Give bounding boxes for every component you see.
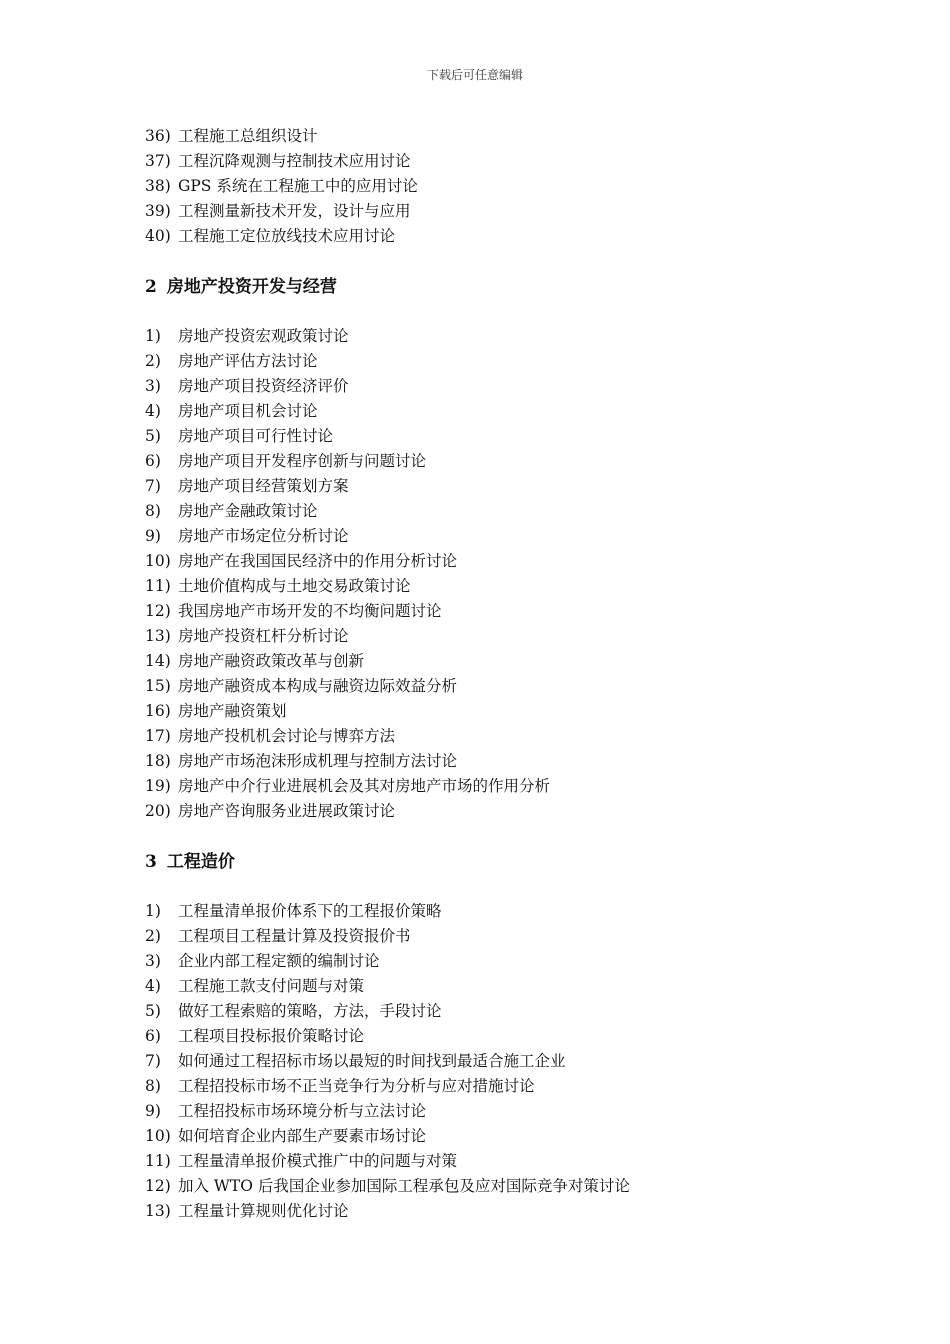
item-text: 房地产投资宏观政策讨论 — [178, 327, 349, 345]
item-number: 2) — [145, 927, 161, 945]
item-number: 1) — [145, 902, 161, 920]
item-text: 房地产融资策划 — [178, 702, 287, 720]
list-item — [145, 174, 865, 199]
list-item — [145, 924, 865, 949]
item-number: 36) — [145, 127, 171, 145]
item-number: 11) — [145, 577, 171, 595]
list-item — [145, 949, 865, 974]
list-item — [145, 999, 865, 1024]
item-number: 13) — [145, 627, 171, 645]
item-number: 38) — [145, 177, 171, 195]
item-number: 8) — [145, 1077, 161, 1095]
item-text: 我国房地产市场开发的不均衡问题讨论 — [178, 602, 442, 620]
section3-list — [145, 899, 865, 1224]
section1-tail-list — [145, 124, 865, 249]
page-header-note: 下载后可任意编辑 — [426, 68, 523, 82]
item-number: 2) — [145, 352, 161, 370]
item-text: 房地产项目投资经济评价 — [178, 377, 349, 395]
item-text: 工程招投标市场不正当竞争行为分析与应对措施讨论 — [178, 1077, 535, 1095]
item-number: 8) — [145, 502, 161, 520]
item-text: 工程施工定位放线技术应用讨论 — [178, 227, 396, 245]
item-text: 房地产金融政策讨论 — [178, 502, 318, 520]
item-text: 工程招投标市场环境分析与立法讨论 — [178, 1102, 427, 1120]
list-item — [145, 699, 865, 724]
item-number: 14) — [145, 652, 171, 670]
item-number: 9) — [145, 1102, 161, 1120]
item-text: 房地产项目经营策划方案 — [178, 477, 349, 495]
item-number: 3) — [145, 952, 161, 970]
item-text: 房地产投机机会讨论与博弈方法 — [178, 727, 396, 745]
list-item — [145, 374, 865, 399]
item-text: 土地价值构成与土地交易政策讨论 — [178, 577, 411, 595]
item-text: 房地产项目机会讨论 — [178, 402, 318, 420]
list-item — [145, 1074, 865, 1099]
item-text: 房地产在我国国民经济中的作用分析讨论 — [178, 552, 458, 570]
item-text: 房地产项目开发程序创新与问题讨论 — [178, 452, 427, 470]
list-item — [145, 1049, 865, 1074]
section-3-heading — [145, 824, 865, 887]
list-item — [145, 124, 865, 149]
section-title: 工程造价 — [166, 852, 235, 872]
item-text: 如何通过工程招标市场以最短的时间找到最适合施工企业 — [178, 1052, 566, 1070]
item-number: 5) — [145, 427, 161, 445]
item-text: 房地产项目可行性讨论 — [178, 427, 334, 445]
list-item — [145, 524, 865, 549]
section-2-heading — [145, 249, 865, 312]
list-item — [145, 1024, 865, 1049]
item-text: 房地产中介行业进展机会及其对房地产市场的作用分析 — [178, 777, 551, 795]
item-number: 7) — [145, 477, 161, 495]
list-item — [145, 774, 865, 799]
item-number: 12) — [145, 1177, 171, 1195]
list-item — [145, 549, 865, 574]
item-text: 房地产市场定位分析讨论 — [178, 527, 349, 545]
list-item — [145, 499, 865, 524]
item-number: 19) — [145, 777, 171, 795]
list-item — [145, 424, 865, 449]
item-number: 11) — [145, 1152, 171, 1170]
item-text: 工程施工款支付问题与对策 — [178, 977, 365, 995]
item-number: 10) — [145, 1127, 171, 1145]
list-item — [145, 449, 865, 474]
list-item — [145, 1124, 865, 1149]
item-number: 4) — [145, 977, 161, 995]
item-text: 工程项目工程量计算及投资报价书 — [178, 927, 411, 945]
document-body — [145, 124, 865, 1224]
item-text: 加入 WTO 后我国企业参加国际工程承包及应对国际竞争对策讨论 — [178, 1177, 630, 1195]
list-item — [145, 799, 865, 824]
item-number: 10) — [145, 552, 171, 570]
list-item — [145, 1174, 865, 1199]
list-item — [145, 899, 865, 924]
item-number: 5) — [145, 1002, 161, 1020]
section-title: 房地产投资开发与经营 — [166, 277, 337, 297]
item-number: 12) — [145, 602, 171, 620]
item-number: 3) — [145, 377, 161, 395]
list-item — [145, 224, 865, 249]
list-item — [145, 649, 865, 674]
list-item — [145, 724, 865, 749]
item-text: 房地产投资杠杆分析讨论 — [178, 627, 349, 645]
list-item — [145, 624, 865, 649]
list-item — [145, 599, 865, 624]
item-number: 1) — [145, 327, 161, 345]
item-text: 房地产融资成本构成与融资边际效益分析 — [178, 677, 458, 695]
list-item — [145, 574, 865, 599]
item-number: 20) — [145, 802, 171, 820]
item-text: 工程量清单报价模式推广中的问题与对策 — [178, 1152, 458, 1170]
item-text: 工程量计算规则优化讨论 — [178, 1202, 349, 1220]
item-text: 房地产咨询服务业进展政策讨论 — [178, 802, 396, 820]
item-number: 16) — [145, 702, 171, 720]
section-number: 2 — [145, 277, 157, 297]
section2-list — [145, 324, 865, 824]
item-text: 工程测量新技术开发，设计与应用 — [178, 202, 411, 220]
item-number: 17) — [145, 727, 171, 745]
item-number: 15) — [145, 677, 171, 695]
item-text: GPS 系统在工程施工中的应用讨论 — [178, 177, 418, 195]
item-number: 13) — [145, 1202, 171, 1220]
item-text: 房地产市场泡沫形成机理与控制方法讨论 — [178, 752, 458, 770]
item-number: 4) — [145, 402, 161, 420]
item-text: 工程施工总组织设计 — [178, 127, 318, 145]
list-item — [145, 1099, 865, 1124]
item-number: 7) — [145, 1052, 161, 1070]
item-number: 18) — [145, 752, 171, 770]
list-item — [145, 974, 865, 999]
list-item — [145, 749, 865, 774]
item-number: 37) — [145, 152, 171, 170]
item-text: 房地产融资政策改革与创新 — [178, 652, 365, 670]
list-item — [145, 674, 865, 699]
item-text: 企业内部工程定额的编制讨论 — [178, 952, 380, 970]
item-text: 工程项目投标报价策略讨论 — [178, 1027, 365, 1045]
list-item — [145, 324, 865, 349]
list-item — [145, 399, 865, 424]
item-text: 做好工程索赔的策略，方法，手段讨论 — [178, 1002, 442, 1020]
item-number: 40) — [145, 227, 171, 245]
list-item — [145, 474, 865, 499]
item-text: 房地产评估方法讨论 — [178, 352, 318, 370]
list-item — [145, 1199, 865, 1224]
item-number: 6) — [145, 452, 161, 470]
list-item — [145, 1149, 865, 1174]
item-text: 工程量清单报价体系下的工程报价策略 — [178, 902, 442, 920]
item-text: 如何培育企业内部生产要素市场讨论 — [178, 1127, 427, 1145]
item-number: 9) — [145, 527, 161, 545]
section-number: 3 — [145, 852, 157, 872]
item-number: 6) — [145, 1027, 161, 1045]
list-item — [145, 199, 865, 224]
list-item — [145, 349, 865, 374]
item-text: 工程沉降观测与控制技术应用讨论 — [178, 152, 411, 170]
item-number: 39) — [145, 202, 171, 220]
list-item — [145, 149, 865, 174]
